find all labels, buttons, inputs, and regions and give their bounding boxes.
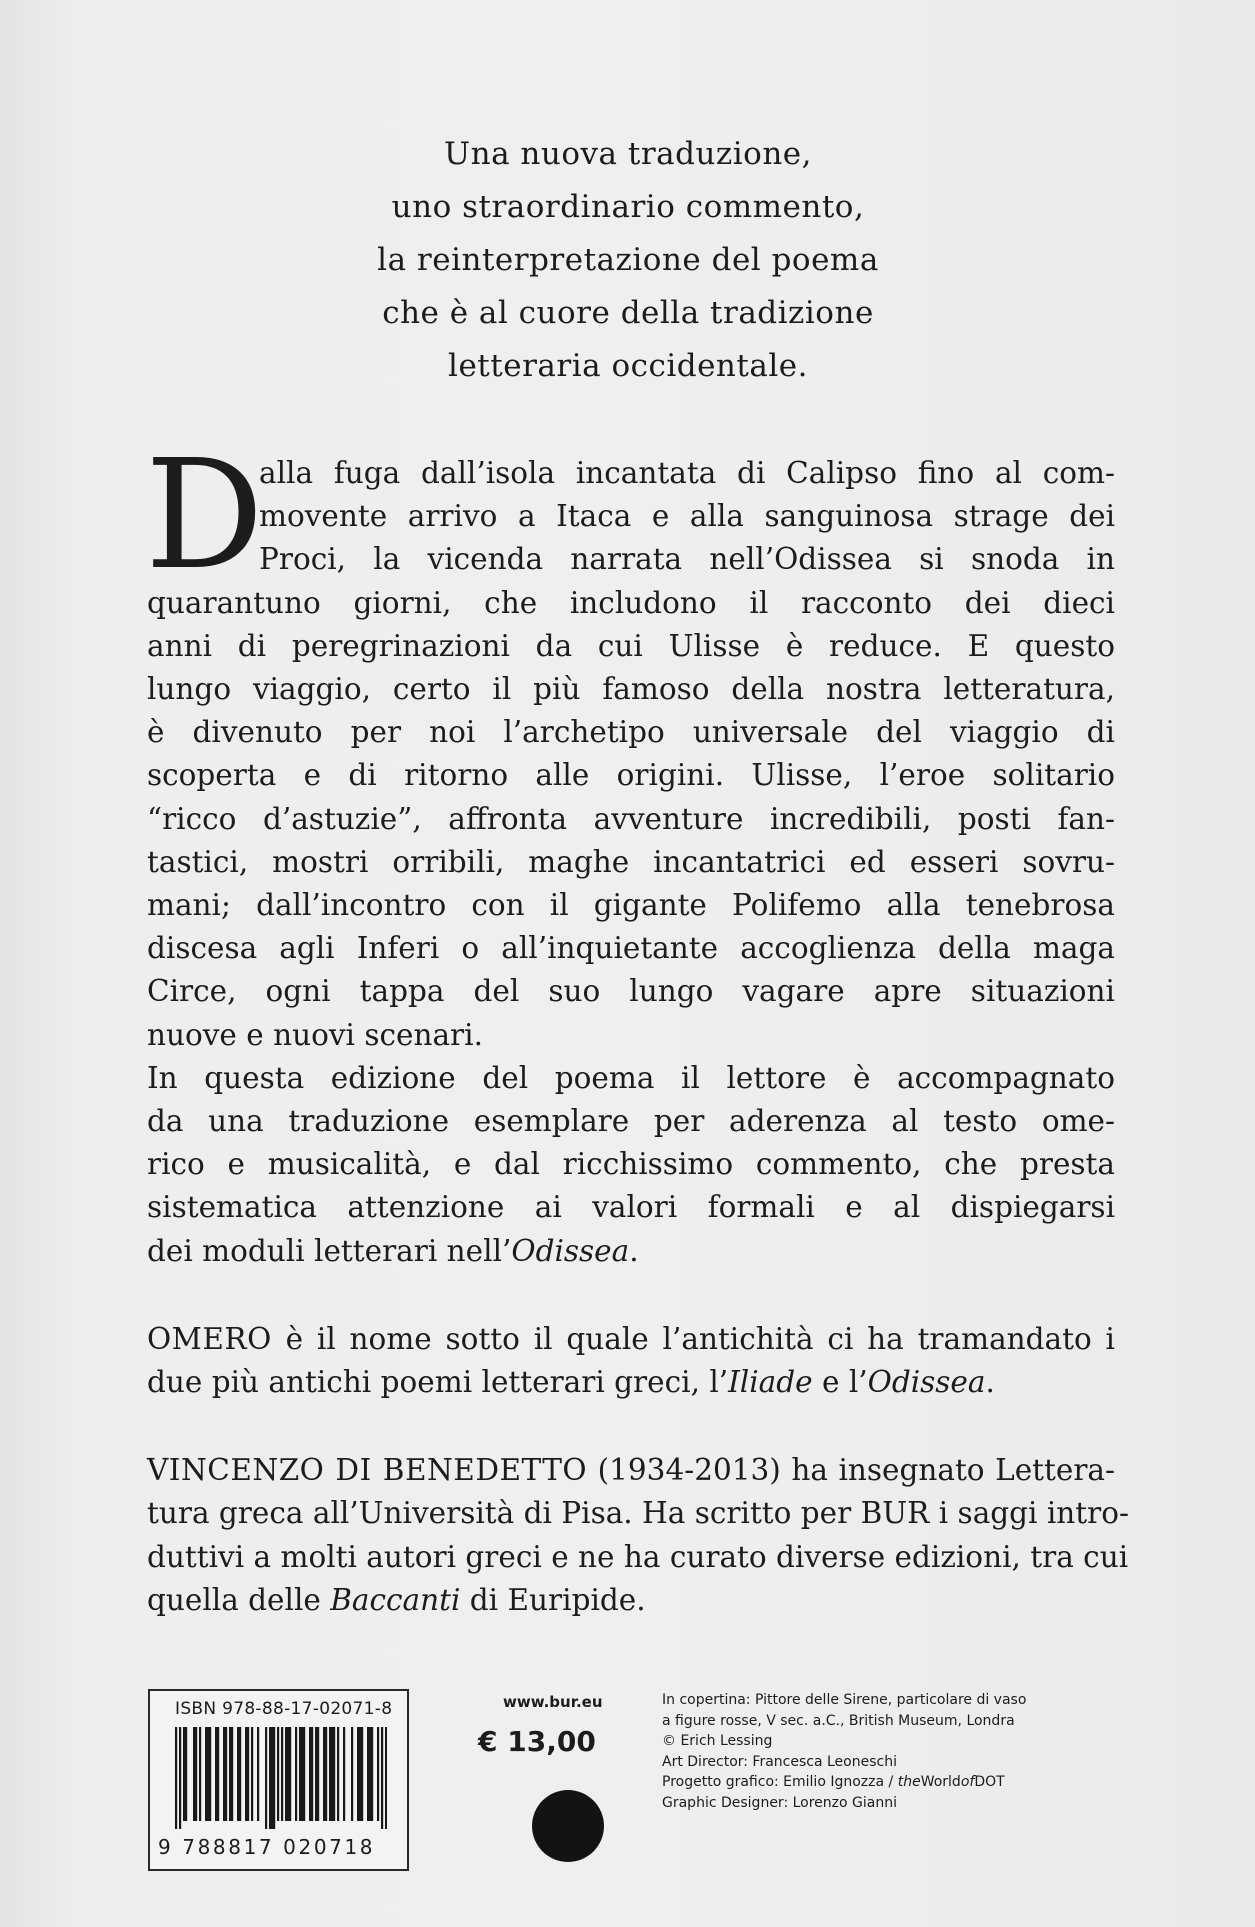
tagline-line: la reinterpretazione del poema	[377, 242, 879, 278]
text-line: “ricco d’astuzie”, affronta avventure incredibili, posti fan-	[147, 801, 1115, 836]
text-line: anni di peregrinazioni da cui Ulisse è reduce. E questo	[147, 628, 1115, 663]
credit-line: Progetto grafico: Emilio Ignozza / theWorldofDOT	[662, 1774, 1005, 1791]
text-line: quarantuno giorni, che includono il racconto dei dieci	[147, 585, 1115, 620]
text-line: duttivi a molti autori greci e ne ha curato diverse edizioni, tra cui	[147, 1539, 1129, 1574]
text-line: nuove e nuovi scenari.	[147, 1017, 483, 1052]
blurb-paragraph-2	[147, 1057, 1115, 1273]
text-line: tastici, mostri orribili, maghe incantatrici ed esseri sovru-	[147, 844, 1115, 879]
isbn-label: ISBN 978-88-17-02071-8	[175, 1699, 393, 1719]
barcode-icon	[175, 1727, 387, 1829]
title-odissea: Odissea	[511, 1233, 630, 1268]
omero-bio	[147, 1318, 1115, 1404]
text-line: VINCENZO DI BENEDETTO (1934-2013) ha insegnato Lettera-	[147, 1453, 1115, 1488]
tagline	[240, 128, 1016, 393]
tagline-line: Una nuova traduzione,	[443, 136, 812, 172]
text-line: scoperta e di ritorno alle origini. Ulisse, l’eroe solitario	[147, 758, 1115, 793]
author-name-di-benedetto: VINCENZO DI BENEDETTO	[147, 1453, 588, 1488]
text-line: dei moduli letterari nell’Odissea.	[147, 1233, 639, 1268]
text-line: tura greca all’Università di Pisa. Ha scritto per BUR i saggi intro-	[147, 1496, 1129, 1531]
text-line: è divenuto per noi l’archetipo universale del viaggio di	[147, 715, 1115, 750]
credit-line: a figure rosse, V sec. a.C., British Museum, Londra	[662, 1712, 1015, 1729]
text-line: mani; dall’incontro con il gigante Polifemo alla tenebrosa	[147, 888, 1115, 923]
price: € 13,00	[478, 1725, 596, 1758]
credit-line: Graphic Designer: Lorenzo Gianni	[662, 1794, 897, 1811]
text-line: lungo viaggio, certo il più famoso della nostra letteratura,	[147, 672, 1115, 707]
text-line: movente arrivo a Itaca e alla sanguinosa strage dei	[259, 499, 1115, 534]
tagline-line: uno straordinario commento,	[391, 189, 865, 225]
text-line: In questa edizione del poema il lettore è accompagnato	[147, 1060, 1115, 1095]
text-line: alla fuga dall’isola incantata di Calipso fino al com-	[259, 456, 1115, 490]
credit-line: Art Director: Francesca Leoneschi	[662, 1753, 897, 1770]
text-line: quella delle Baccanti di Euripide.	[147, 1582, 646, 1617]
author-name-omero: OMERO	[147, 1321, 272, 1356]
barcode-digits: 9 788817 020718	[158, 1835, 376, 1859]
text-line: rico e musicalità, e dal ricchissimo commento, che presta	[147, 1147, 1115, 1182]
credit-line: In copertina: Pittore delle Sirene, particolare di vaso	[662, 1692, 1027, 1708]
credit-line: © Erich Lessing	[662, 1733, 773, 1750]
text-line: sistematica attenzione ai valori formali e al dispiegarsi	[147, 1190, 1115, 1225]
barcode-box	[148, 1689, 409, 1871]
text-line: Circe, ogni tappa del suo lungo vagare apre situazioni	[147, 974, 1115, 1009]
cover-credits	[662, 1690, 1102, 1814]
text-line: due più antichi poemi letterari greci, l’Iliade e l’Odissea.	[147, 1365, 995, 1400]
blurb-paragraph-1	[147, 452, 1115, 1057]
bur-logo-dot-icon	[532, 1790, 604, 1862]
translator-bio	[147, 1449, 1129, 1622]
text-line: OMERO è il nome sotto il quale l’antichità ci ha tramandato i	[147, 1321, 1115, 1356]
text-line: da una traduzione esemplare per aderenza al testo ome-	[147, 1104, 1115, 1139]
tagline-line: che è al cuore della tradizione	[382, 295, 874, 331]
tagline-line: letteraria occidentale.	[448, 348, 808, 384]
blurb-text	[147, 452, 1129, 1622]
publisher-website: www.bur.eu	[503, 1693, 603, 1711]
text-line: Proci, la vicenda narrata nell’Odissea si snoda in	[259, 542, 1115, 577]
text-line: discesa agli Inferi o all’inquietante accoglienza della maga	[147, 931, 1115, 966]
drop-cap: D	[145, 427, 264, 603]
